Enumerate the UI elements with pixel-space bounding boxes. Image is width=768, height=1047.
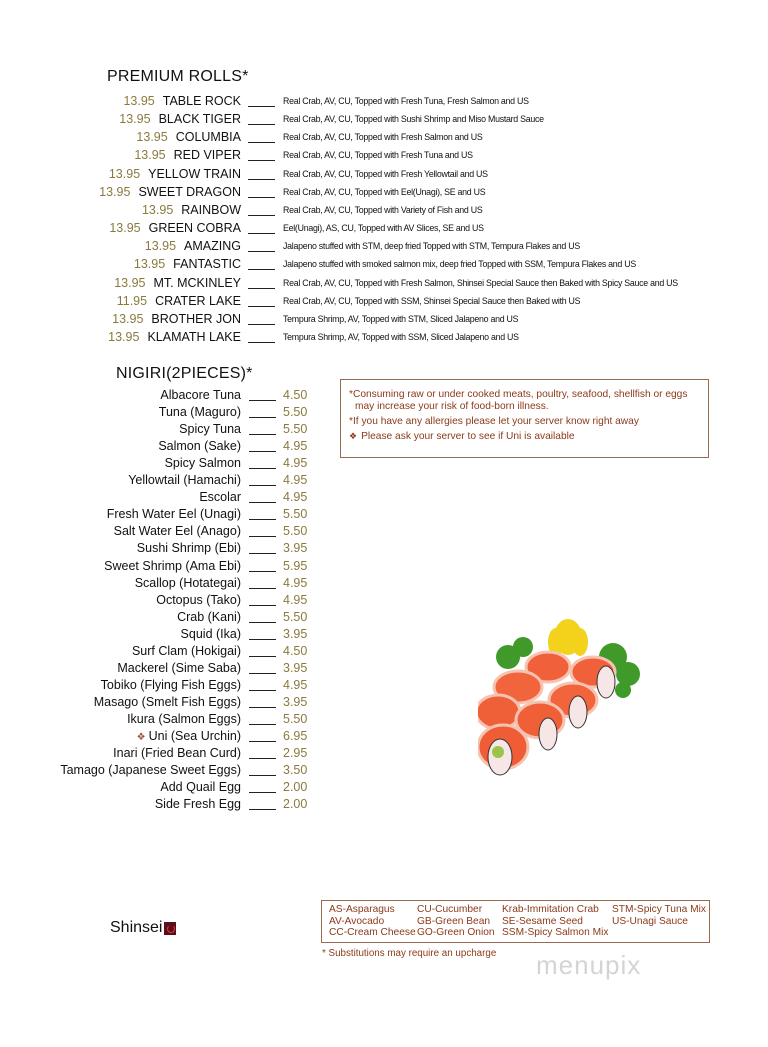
premium-roll-row: [0, 312, 768, 330]
nigiri-row: [0, 797, 768, 814]
nigiri-name: Scallop (Hotategai): [134, 575, 241, 590]
nigiri-name: Inari (Fried Bean Curd): [113, 746, 241, 761]
nigiri-row: [0, 678, 768, 695]
nigiri-name: Tuna (Maguro): [158, 405, 241, 420]
nigiri-name: Surf Clam (Hokigai): [131, 643, 241, 658]
nigiri-name: Sushi Shrimp (Ebi): [136, 541, 241, 556]
legend-item: GO-Green Onion: [417, 927, 495, 938]
roll-label: [108, 330, 241, 344]
blank-line: [249, 536, 276, 537]
diamond-icon: ❖: [136, 732, 146, 743]
nigiri-price: 4.95: [283, 456, 308, 471]
premium-roll-row: [0, 203, 768, 221]
blank-line: [249, 690, 276, 691]
legend-item: SE-Sesame Seed: [502, 915, 583, 927]
notice-line: may increase your risk of food-born illness.: [355, 401, 549, 412]
nigiri-price: 5.50: [283, 422, 308, 437]
nigiri-name: Sweet Shrimp (Ama Ebi): [104, 558, 241, 573]
nigiri-row: [0, 695, 768, 712]
nigiri-name: Add Quail Egg: [160, 780, 241, 795]
nigiri-row: [0, 763, 768, 780]
roll-name: BLACK TIGER: [158, 112, 241, 127]
nigiri-name: Yellowtail (Hamachi): [128, 473, 241, 488]
nigiri-price: 2.00: [283, 797, 308, 812]
substitutions-note: * Substitutions may require an upcharge: [322, 948, 497, 959]
blank-line: [248, 233, 275, 234]
premium-roll-row: [0, 148, 768, 166]
roll-label: [134, 257, 241, 271]
blank-line: [249, 553, 276, 554]
nigiri-label: [135, 576, 241, 590]
roll-label: [112, 312, 241, 326]
nigiri-row: [0, 456, 768, 473]
roll-name: TABLE ROCK: [162, 94, 241, 108]
nigiri-label: [160, 388, 241, 402]
nigiri-row: [0, 729, 768, 746]
roll-name: FANTASTIC: [173, 257, 241, 272]
nigiri-name: Squid (Ika): [180, 626, 241, 641]
roll-description: Jalapeno stuffed with smoked salmon mix, deep fried Topped with SSM, Tempura Flakes and US: [283, 259, 636, 271]
roll-name: AMAZING: [184, 239, 241, 254]
nigiri-label: [155, 797, 241, 811]
nigiri-row: [0, 507, 768, 524]
nigiri-price: 5.50: [283, 507, 308, 522]
nigiri-price: 5.50: [283, 405, 308, 420]
nigiri-price: 2.00: [283, 780, 308, 795]
roll-price: 13.95: [119, 112, 151, 127]
blank-line: [248, 215, 275, 216]
nigiri-label: [104, 559, 241, 573]
nigiri-label: [179, 422, 241, 436]
nigiri-row: [0, 780, 768, 797]
nigiri-row: [0, 541, 768, 558]
blank-line: [249, 502, 276, 503]
nigiri-row: [0, 610, 768, 627]
blank-line: [249, 485, 276, 486]
premium-roll-row: [0, 276, 768, 294]
roll-price: 13.95: [136, 130, 168, 145]
blank-line: [249, 417, 276, 418]
blank-line: [248, 124, 275, 125]
nigiri-row: [0, 627, 768, 644]
blank-line: [249, 792, 276, 793]
blank-line: [249, 758, 276, 759]
nigiri-label: [101, 678, 241, 692]
notice-line: *If you have any allergies please let your server know right away: [349, 416, 639, 427]
premium-roll-row: [0, 330, 768, 348]
nigiri-name: Salmon (Sake): [158, 439, 241, 454]
nigiri-row: [0, 593, 768, 610]
roll-description: Tempura Shrimp, AV, Topped with STM, Sliced Jalapeno and US: [283, 313, 519, 325]
blank-line: [249, 571, 276, 572]
legend-item: STM-Spicy Tuna Mix: [612, 904, 706, 915]
roll-description: Real Crab, AV, CU, Topped with SSM, Shinsei Special Sauce then Baked with US: [283, 295, 581, 307]
nigiri-row: [0, 576, 768, 593]
premium-roll-row: [0, 94, 768, 112]
premium-roll-row: [0, 130, 768, 148]
nigiri-label: [117, 661, 241, 675]
nigiri-name: Uni (Sea Urchin): [148, 729, 241, 743]
premium-roll-row: [0, 294, 768, 312]
nigiri-price: 5.95: [283, 558, 308, 573]
blank-line: [248, 142, 275, 143]
blank-line: [249, 519, 276, 520]
blank-line: [248, 197, 275, 198]
nigiri-row: [0, 559, 768, 576]
nigiri-price: 4.95: [283, 575, 308, 590]
roll-price: 13.95: [108, 329, 140, 344]
nigiri-name: Spicy Tuna: [179, 422, 241, 437]
roll-price: 13.95: [133, 257, 166, 272]
nigiri-price: 4.50: [283, 643, 308, 658]
nigiri-price: 4.95: [283, 439, 308, 454]
nigiri-name: Side Fresh Egg: [154, 797, 241, 812]
nigiri-price: 4.95: [283, 592, 308, 607]
nigiri-row: [0, 712, 768, 729]
blank-line: [248, 324, 275, 325]
roll-description: Tempura Shrimp, AV, Topped with SSM, Sliced Jalapeno and US: [283, 331, 519, 343]
roll-description: Real Crab, AV, CU, Topped with Fresh Salmon, Shinsei Special Sauce then Baked with Spicy Sauce and US: [283, 277, 678, 289]
roll-name: KLAMATH LAKE: [147, 329, 241, 344]
nigiri-row: [0, 490, 768, 507]
blank-line: [249, 588, 276, 589]
nigiri-name: Octopus (Tako): [156, 592, 241, 607]
roll-name: SWEET DRAGON: [138, 184, 241, 199]
nigiri-row: [0, 473, 768, 490]
notice-text: Please ask your server to see if Uni is available: [361, 431, 575, 442]
nigiri-label: [107, 507, 241, 521]
roll-name: MT. MCKINLEY: [153, 275, 241, 290]
nigiri-price: 5.50: [283, 609, 308, 624]
blank-line: [249, 468, 276, 469]
premium-roll-row: [0, 112, 768, 130]
roll-price: 13.95: [99, 184, 131, 199]
shinsei-logo: [110, 919, 176, 937]
blank-line: [248, 342, 275, 343]
blank-line: [249, 622, 276, 623]
roll-name: RAINBOW: [181, 202, 241, 217]
nigiri-price: 6.95: [283, 729, 308, 743]
nigiri-price: 4.95: [283, 473, 308, 488]
nigiri-label: [132, 644, 241, 658]
roll-label: [136, 130, 241, 144]
roll-price: 13.95: [134, 148, 166, 163]
nigiri-label: [158, 439, 241, 453]
blank-line: [248, 106, 275, 107]
legend-item: AS-Asparagus: [329, 904, 395, 915]
roll-label: [99, 185, 241, 199]
diamond-icon: ❖: [349, 431, 358, 441]
nigiri-price: 4.95: [283, 490, 308, 505]
roll-description: Real Crab, AV, CU, Topped with Fresh Tuna and US: [283, 150, 473, 162]
nigiri-name: Crab (Kani): [177, 609, 241, 624]
blank-line: [248, 160, 275, 161]
nigiri-price: 4.95: [283, 677, 308, 692]
blank-line: [249, 775, 276, 776]
nigiri-label: [137, 729, 241, 743]
roll-price: 11.95: [116, 293, 148, 308]
nigiri-row: [0, 746, 768, 763]
roll-description: Real Crab, AV, CU, Topped with Sushi Shrimp and Miso Mustard Sauce: [283, 114, 544, 126]
roll-label: [117, 294, 241, 308]
roll-name: GREEN COBRA: [148, 221, 241, 236]
legend-item: GB-Green Bean: [417, 915, 491, 927]
roll-price: 13.95: [112, 311, 144, 326]
roll-description: Real Crab, AV, CU, Topped with Eel(Unagi), SE and US: [283, 186, 486, 198]
nigiri-label: [159, 405, 241, 419]
roll-description: Real Crab, AV, CU, Topped with Fresh Tuna, Fresh Salmon and US: [283, 96, 529, 107]
nigiri-name: Fresh Water Eel (Unagi): [106, 507, 241, 522]
roll-price: 13.95: [114, 275, 146, 290]
premium-roll-row: [0, 185, 768, 203]
roll-label: [114, 276, 241, 290]
legend-item: AV-Avocado: [329, 915, 385, 927]
nigiri-label: [60, 763, 241, 777]
blank-line: [249, 451, 276, 452]
nigiri-name: Spicy Salmon: [164, 456, 241, 471]
blank-line: [249, 605, 276, 606]
blank-line: [249, 434, 276, 435]
nigiri-name: Ikura (Salmon Eggs): [127, 711, 241, 726]
premium-roll-row: [0, 221, 768, 239]
roll-name: COLUMBIA: [175, 130, 241, 145]
legend-item: SSM-Spicy Salmon Mix: [502, 927, 609, 938]
blank-line: [248, 269, 275, 270]
roll-description: Eel(Unagi), AS, CU, Topped with AV Slices, SE and US: [283, 223, 484, 235]
nigiri-row: [0, 661, 768, 678]
blank-line: [248, 306, 275, 307]
blank-line: [248, 179, 275, 180]
blank-line: [249, 639, 276, 640]
nigiri-price: 4.50: [283, 388, 308, 402]
nigiri-label: [94, 695, 241, 709]
roll-label: [134, 148, 241, 162]
roll-label: [119, 112, 241, 126]
watermark: menupix: [536, 950, 642, 980]
roll-price: 13.95: [141, 202, 174, 217]
roll-description: Real Crab, AV, CU, Topped with Variety of Fish and US: [283, 204, 483, 216]
nigiri-price: 3.95: [283, 694, 308, 709]
roll-label: [142, 203, 241, 217]
roll-name: YELLOW TRAIN: [148, 166, 241, 181]
nigiri-label: [199, 490, 241, 504]
nigiri-label: [114, 524, 241, 538]
legend-item: Krab-Immitation Crab: [502, 904, 599, 915]
nigiri-label: [128, 473, 241, 487]
nigiri-label: [181, 627, 241, 641]
nigiri-label: [177, 610, 241, 624]
nigiri-label: [160, 780, 241, 794]
roll-price: 13.95: [123, 94, 155, 108]
nigiri-price: 3.95: [283, 541, 308, 556]
roll-label: [123, 94, 241, 108]
nigiri-price: 3.50: [283, 763, 308, 778]
nigiri-price: 3.95: [283, 660, 308, 675]
nigiri-price: 3.95: [283, 626, 308, 641]
roll-name: BROTHER JON: [151, 311, 241, 326]
blank-line: [249, 809, 276, 810]
nigiri-price: 5.50: [283, 711, 308, 726]
blank-line: [249, 673, 276, 674]
premium-roll-row: [0, 257, 768, 275]
nigiri-label: [113, 746, 241, 760]
blank-line: [249, 707, 276, 708]
roll-description: Real Crab, AV, CU, Topped with Fresh Yellowtail and US: [283, 168, 488, 180]
premium-rolls-title: PREMIUM ROLLS*: [107, 68, 249, 85]
blank-line: [249, 724, 276, 725]
nigiri-name: Tobiko (Flying Fish Eggs): [100, 677, 241, 692]
notice-line: *Consuming raw or under cooked meats, poultry, seafood, shellfish or eggs: [349, 389, 688, 400]
nigiri-label: [156, 593, 241, 607]
legend-item: US-Unagi Sauce: [612, 915, 688, 927]
blank-line: [249, 741, 276, 742]
nigiri-label: [137, 541, 241, 555]
nigiri-price: 2.95: [283, 746, 308, 761]
blank-line: [249, 656, 276, 657]
roll-price: 13.95: [144, 239, 177, 254]
nigiri-name: Masago (Smelt Fish Eggs): [93, 694, 241, 709]
nigiri-row: [0, 524, 768, 541]
health-notice: [340, 379, 709, 458]
nigiri-name: Escolar: [199, 490, 241, 505]
logo-mark-icon: [164, 922, 176, 935]
blank-line: [248, 288, 275, 289]
blank-line: [249, 400, 276, 401]
sushi-roll-image: [478, 612, 648, 792]
nigiri-label: [127, 712, 241, 726]
abbreviation-legend: [321, 900, 710, 943]
nigiri-title: NIGIRI(2PIECES)*: [116, 365, 253, 382]
roll-label: [109, 221, 241, 235]
logo-text: Shinsei: [110, 919, 163, 936]
blank-line: [248, 251, 275, 252]
nigiri-name: Mackerel (Sime Saba): [117, 660, 241, 675]
roll-description: Jalapeno stuffed with STM, deep fried Topped with STM, Tempura Flakes and US: [283, 241, 580, 253]
roll-name: RED VIPER: [173, 148, 241, 163]
roll-label: [145, 239, 241, 253]
nigiri-name: Albacore Tuna: [160, 388, 241, 402]
legend-item: CC-Cream Cheese: [329, 927, 416, 938]
premium-roll-row: [0, 239, 768, 257]
nigiri-row: [0, 644, 768, 661]
notice-line: [349, 431, 700, 442]
nigiri-price: 5.50: [283, 524, 308, 539]
premium-roll-row: [0, 167, 768, 185]
nigiri-label: [165, 456, 241, 470]
roll-price: 13.95: [109, 221, 141, 236]
nigiri-name: Tamago (Japanese Sweet Eggs): [60, 763, 241, 778]
nigiri-name: Salt Water Eel (Anago): [113, 524, 241, 539]
roll-name: CRATER LAKE: [155, 293, 241, 308]
roll-price: 13.95: [108, 166, 141, 181]
legend-item: CU-Cucumber: [417, 904, 483, 915]
roll-label: [109, 167, 241, 181]
roll-description: Real Crab, AV, CU, Topped with Fresh Salmon and US: [283, 132, 483, 144]
